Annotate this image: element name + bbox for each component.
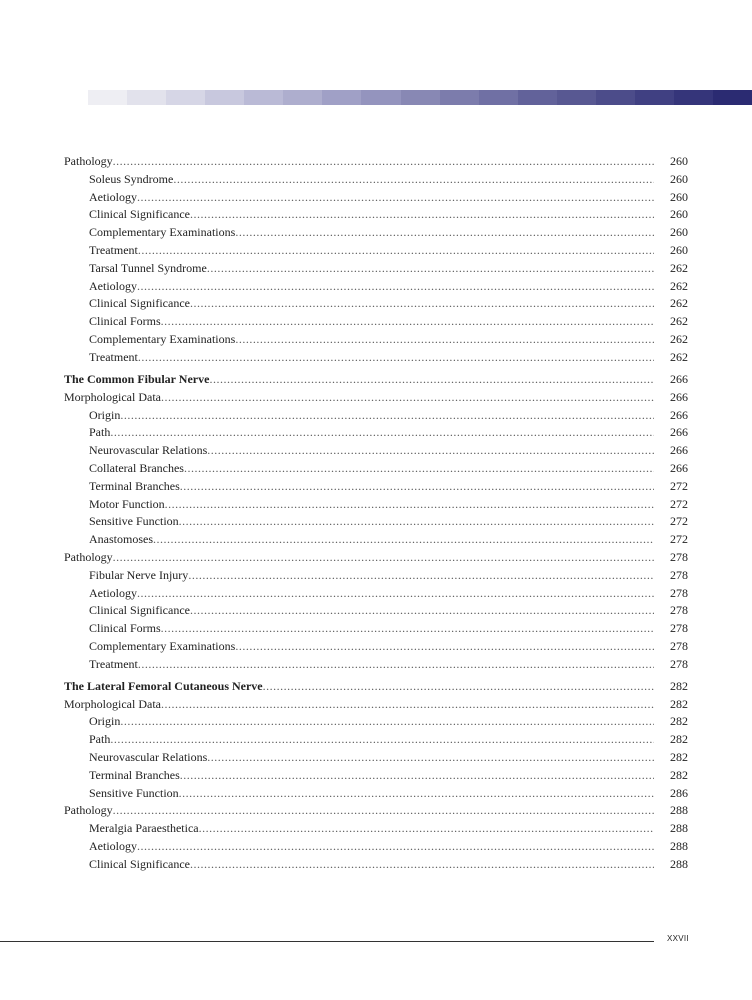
dot-leader xyxy=(110,424,654,442)
toc-subsection-entry[interactable] xyxy=(64,749,688,767)
toc-chapter-entry[interactable] xyxy=(64,678,688,696)
dot-leader xyxy=(190,206,654,224)
dot-leader xyxy=(138,242,654,260)
toc-entry-page: 260 xyxy=(670,171,688,186)
dot-leader xyxy=(137,838,654,856)
toc-subsection-entry[interactable] xyxy=(64,838,688,856)
toc-entry-page: 286 xyxy=(670,785,688,800)
header-band-segment xyxy=(401,90,440,105)
table-of-contents xyxy=(64,153,688,874)
toc-subsection-entry[interactable] xyxy=(64,567,688,585)
toc-entry-label: Clinical Forms xyxy=(89,314,161,329)
header-band-segment xyxy=(635,90,674,105)
header-band-segment xyxy=(713,90,752,105)
dot-leader xyxy=(263,678,654,696)
toc-entry-page: 288 xyxy=(670,856,688,871)
toc-entry-page: 260 xyxy=(670,154,688,168)
toc-entry-label: Clinical Significance xyxy=(89,296,190,311)
toc-entry-label: Complementary Examinations xyxy=(89,331,236,346)
dot-leader xyxy=(173,171,654,189)
toc-entry-page: 266 xyxy=(670,371,688,386)
toc-entry-label: The Common Fibular Nerve xyxy=(64,371,210,386)
dot-leader xyxy=(161,313,654,331)
toc-subsection-entry[interactable] xyxy=(64,638,688,656)
toc-entry-label: Aetiology xyxy=(89,585,137,600)
toc-entry-page: 278 xyxy=(670,656,688,671)
toc-entry-label: Morphological Data xyxy=(64,389,161,404)
toc-entry-page: 262 xyxy=(670,278,688,293)
header-band-segment xyxy=(361,90,400,105)
toc-subsection-entry[interactable] xyxy=(64,713,688,731)
toc-subsection-entry[interactable] xyxy=(64,620,688,638)
dot-leader xyxy=(190,856,654,874)
toc-subsection-entry[interactable] xyxy=(64,513,688,531)
toc-entry-page: 282 xyxy=(670,714,688,729)
dot-leader xyxy=(180,478,654,496)
toc-entry-label: Collateral Branches xyxy=(89,460,184,475)
toc-entry-page: 266 xyxy=(670,425,688,440)
header-band-segment xyxy=(674,90,713,105)
toc-subsection-entry[interactable] xyxy=(64,242,688,260)
toc-entry-label: Clinical Forms xyxy=(89,621,161,636)
toc-entry-page: 266 xyxy=(670,460,688,475)
toc-entry-label: Treatment xyxy=(89,242,138,257)
dot-leader xyxy=(235,331,654,349)
footer-rule xyxy=(0,941,654,942)
toc-subsection-entry[interactable] xyxy=(64,731,688,749)
dot-leader xyxy=(190,295,654,313)
dot-leader xyxy=(190,602,654,620)
toc-entry-page: 278 xyxy=(670,567,688,582)
toc-entry-label: Neurovascular Relations xyxy=(89,443,208,458)
toc-subsection-entry[interactable] xyxy=(64,171,688,189)
toc-entry-page: 278 xyxy=(670,585,688,600)
toc-subsection-entry[interactable] xyxy=(64,460,688,478)
toc-entry-page: 288 xyxy=(670,821,688,836)
header-band-segment xyxy=(283,90,322,105)
dot-leader xyxy=(179,513,654,531)
toc-entry-label: Pathology xyxy=(64,154,113,168)
header-band-segment xyxy=(88,90,127,105)
dot-leader xyxy=(180,767,654,785)
toc-entry-label: Clinical Significance xyxy=(89,207,190,222)
toc-subsection-entry[interactable] xyxy=(64,785,688,803)
toc-entry-label: Fibular Nerve Injury xyxy=(89,567,189,582)
dot-leader xyxy=(209,371,654,389)
dot-leader xyxy=(161,620,654,638)
toc-entry-label: Neurovascular Relations xyxy=(89,750,208,765)
toc-entry-label: Treatment xyxy=(89,656,138,671)
header-gradient-band xyxy=(88,90,752,105)
page-number: XXVII xyxy=(667,934,689,943)
toc-entry-label: Terminal Branches xyxy=(89,478,180,493)
toc-subsection-entry[interactable] xyxy=(64,442,688,460)
toc-entry-label: Pathology xyxy=(64,549,113,564)
toc-subsection-entry[interactable] xyxy=(64,767,688,785)
toc-entry-page: 278 xyxy=(670,621,688,636)
header-band-segment xyxy=(596,90,635,105)
toc-subsection-entry[interactable] xyxy=(64,531,688,549)
toc-subsection-entry[interactable] xyxy=(64,206,688,224)
toc-entry-page: 278 xyxy=(670,638,688,653)
toc-entry-page: 272 xyxy=(670,514,688,529)
dot-leader xyxy=(137,278,654,296)
dot-leader xyxy=(207,442,654,460)
toc-subsection-entry[interactable] xyxy=(64,224,688,242)
dot-leader xyxy=(184,460,654,478)
toc-entry-label: Complementary Examinations xyxy=(89,225,236,240)
toc-subsection-entry[interactable] xyxy=(64,278,688,296)
toc-entry-label: Meralgia Paraesthetica xyxy=(89,821,199,836)
toc-entry-page: 288 xyxy=(670,839,688,854)
toc-entry-page: 262 xyxy=(670,349,688,364)
dot-leader xyxy=(120,407,654,425)
toc-entry-page: 260 xyxy=(670,189,688,204)
dot-leader xyxy=(138,656,654,674)
toc-entry-label: Aetiology xyxy=(89,839,137,854)
toc-entry-page: 266 xyxy=(670,443,688,458)
toc-entry-page: 278 xyxy=(670,603,688,618)
toc-subsection-entry[interactable] xyxy=(64,407,688,425)
toc-entry-page: 262 xyxy=(670,260,688,275)
dot-leader xyxy=(199,820,654,838)
toc-entry-label: Clinical Significance xyxy=(89,856,190,871)
toc-entry-page: 272 xyxy=(670,496,688,511)
toc-entry-label: Clinical Significance xyxy=(89,603,190,618)
toc-entry-page: 278 xyxy=(670,549,688,564)
toc-entry-label: Complementary Examinations xyxy=(89,638,236,653)
toc-subsection-entry[interactable] xyxy=(64,331,688,349)
toc-entry-page: 272 xyxy=(670,532,688,547)
toc-entry-label: Soleus Syndrome xyxy=(89,171,174,186)
toc-chapter-entry[interactable] xyxy=(64,371,688,389)
header-band-segment xyxy=(127,90,166,105)
dot-leader xyxy=(161,389,654,407)
toc-entry-page: 262 xyxy=(670,331,688,346)
toc-entry-label: Pathology xyxy=(64,803,113,818)
toc-entry-label: Sensitive Function xyxy=(89,514,179,529)
toc-entry-page: 260 xyxy=(670,207,688,222)
dot-leader xyxy=(137,189,654,207)
toc-subsection-entry[interactable] xyxy=(64,260,688,278)
toc-entry-label: Anastomoses xyxy=(89,532,153,547)
dot-leader xyxy=(161,696,654,714)
header-band-segment xyxy=(244,90,283,105)
dot-leader xyxy=(235,224,654,242)
toc-subsection-entry[interactable] xyxy=(64,424,688,442)
toc-entry-label: Path xyxy=(89,425,111,440)
dot-leader xyxy=(207,260,654,278)
header-band-segment xyxy=(322,90,361,105)
header-band-segment xyxy=(166,90,205,105)
toc-subsection-entry[interactable] xyxy=(64,585,688,603)
toc-entry-label: Terminal Branches xyxy=(89,767,180,782)
toc-subsection-entry[interactable] xyxy=(64,478,688,496)
toc-entry-label: Sensitive Function xyxy=(89,785,179,800)
dot-leader xyxy=(137,585,654,603)
toc-subsection-entry[interactable] xyxy=(64,856,688,874)
dot-leader xyxy=(120,713,654,731)
toc-entry-page: 282 xyxy=(670,696,688,711)
toc-entry-page: 282 xyxy=(670,750,688,765)
header-band-segment xyxy=(205,90,244,105)
header-band-segment xyxy=(440,90,479,105)
toc-section-entry[interactable] xyxy=(64,802,688,820)
toc-section-entry[interactable] xyxy=(64,153,688,171)
dot-leader xyxy=(235,638,654,656)
toc-subsection-entry[interactable] xyxy=(64,313,688,331)
toc-entry-label: Path xyxy=(89,732,111,747)
toc-entry-label: Motor Function xyxy=(89,496,165,511)
toc-entry-page: 266 xyxy=(670,389,688,404)
dot-leader xyxy=(165,496,654,514)
toc-entry-page: 272 xyxy=(670,478,688,493)
header-band-segment xyxy=(557,90,596,105)
toc-entry-label: Origin xyxy=(89,714,121,729)
toc-entry-label: Morphological Data xyxy=(64,696,161,711)
toc-subsection-entry[interactable] xyxy=(64,189,688,207)
dot-leader xyxy=(153,531,654,549)
toc-subsection-entry[interactable] xyxy=(64,496,688,514)
toc-subsection-entry[interactable] xyxy=(64,820,688,838)
toc-subsection-entry[interactable] xyxy=(64,656,688,674)
toc-section-entry[interactable] xyxy=(64,389,688,407)
toc-entry-label: The Lateral Femoral Cutaneous Nerve xyxy=(64,678,263,693)
toc-subsection-entry[interactable] xyxy=(64,602,688,620)
toc-entry-page: 282 xyxy=(670,678,688,693)
header-band-segment xyxy=(479,90,518,105)
dot-leader xyxy=(113,153,654,171)
dot-leader xyxy=(188,567,654,585)
toc-subsection-entry[interactable] xyxy=(64,349,688,367)
header-band-segment xyxy=(518,90,557,105)
toc-entry-label: Aetiology xyxy=(89,278,137,293)
toc-entry-label: Aetiology xyxy=(89,189,137,204)
dot-leader xyxy=(179,785,654,803)
toc-entry-page: 288 xyxy=(670,803,688,818)
toc-entry-page: 282 xyxy=(670,767,688,782)
toc-entry-page: 260 xyxy=(670,242,688,257)
toc-section-entry[interactable] xyxy=(64,696,688,714)
toc-entry-page: 262 xyxy=(670,296,688,311)
toc-section-entry[interactable] xyxy=(64,549,688,567)
dot-leader xyxy=(110,731,654,749)
dot-leader xyxy=(207,749,654,767)
toc-subsection-entry[interactable] xyxy=(64,295,688,313)
toc-entry-page: 266 xyxy=(670,407,688,422)
dot-leader xyxy=(113,549,654,567)
toc-entry-label: Tarsal Tunnel Syndrome xyxy=(89,260,207,275)
dot-leader xyxy=(138,349,654,367)
toc-entry-label: Origin xyxy=(89,407,121,422)
toc-entry-label: Treatment xyxy=(89,349,138,364)
dot-leader xyxy=(113,802,654,820)
toc-entry-page: 260 xyxy=(670,225,688,240)
toc-entry-page: 262 xyxy=(670,314,688,329)
toc-entry-page: 282 xyxy=(670,732,688,747)
